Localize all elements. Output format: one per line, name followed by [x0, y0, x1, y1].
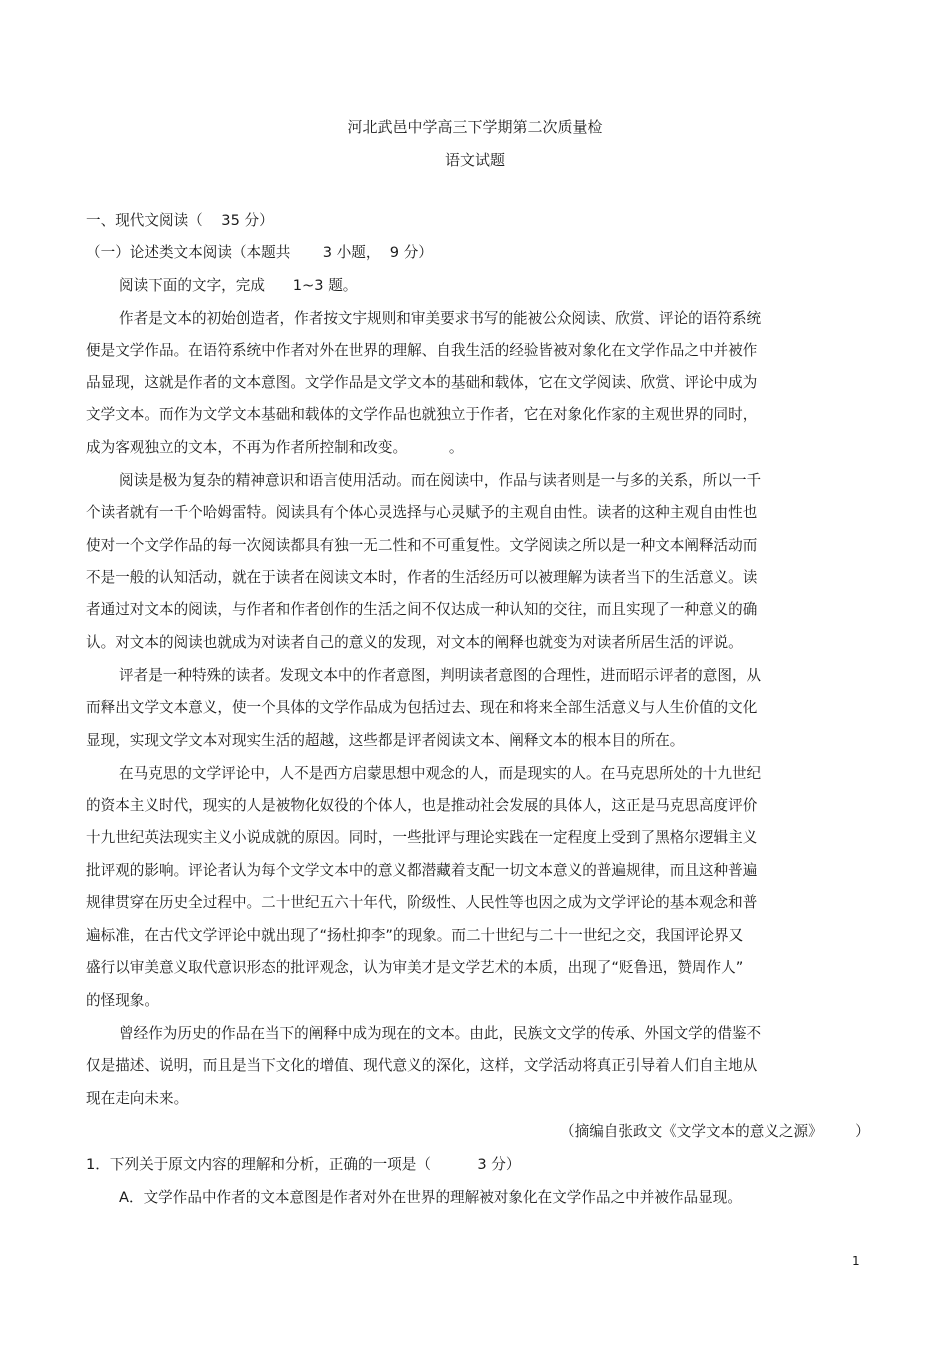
passage-line: 的怪现象。 — [86, 992, 159, 1009]
question-1-option-a: A．文学作品中作者的文本意图是作者对外在世界的理解被对象化在文学作品之中并被作品显现。 — [119, 1189, 742, 1206]
passage-line: 评者是一种特殊的读者。发现文本中的作者意图，判明读者意图的合理性，进而昭示评者的意图，从 — [119, 667, 762, 684]
passage-line: 的资本主义时代，现实的人是被物化奴役的个体人，也是推动社会发展的具体人，这正是马克思高度评价 — [86, 797, 758, 814]
passage-line: 显现，实现文学文本对现实生活的超越，这些都是评者阅读文本、阐释文本的根本目的所在。 — [86, 732, 685, 749]
passage-line: 阅读是极为复杂的精神意识和语言使用活动。而在阅读中，作品与读者则是一与多的关系，所以一千 — [119, 472, 762, 489]
passage-line: 便是文学作品。在语符系统中作者对外在世界的理解、自我生活的经验皆被对象化在文学作品之中并被作 — [86, 342, 758, 359]
title: 河北武邑中学高三下学期第二次质量检 — [347, 118, 603, 136]
passage-line: 规律贯穿在历史全过程中。二十世纪五六十年代，阶级性、人民性等也因之成为文学评论的基本观念和普 — [86, 894, 758, 911]
passage-line: 使对一个文学作品的每一次阅读都具有独一无二性和不可重复性。文学阅读之所以是一种文本阐释活动而 — [86, 537, 758, 554]
passage-line: 仅是描述、说明，而且是当下文化的增值、现代意义的深化，这样，文学活动将真正引导着人们自主地从 — [86, 1057, 758, 1074]
source-citation: （摘编自张政文《文学文本的意义之源》 ） — [560, 1123, 870, 1140]
passage-line: 品显现，这就是作者的文本意图。文学作品是文学文本的基础和载体，它在文学阅读、欣赏、评论中成为 — [86, 374, 758, 391]
passage-line: 不是一般的认知活动，就在于读者在阅读文本时，作者的生活经历可以被理解为读者当下的生活意义。读 — [86, 569, 758, 586]
passage-line: 作者是文本的初始创造者，作者按文宇规则和审美要求书写的能被公众阅读、欣赏、评论的语符系统 — [119, 310, 762, 327]
passage-line: 成为客观独立的文本，不再为作者所控制和改变。 。 — [86, 439, 464, 456]
passage-line: 个读者就有一千个哈姆雷特。阅读具有个体心灵选择与心灵赋予的主观自由性。读者的这种主观自由性也 — [86, 504, 758, 521]
passage-line: 现在走向未来。 — [86, 1090, 189, 1107]
passage-line: 而释出文学文本意义，使一个具体的文学作品成为包括过去、现在和将来全部生活意义与人生价值的文化 — [86, 699, 758, 716]
question-1: 1．下列关于原文内容的理解和分析，正确的一项是（ 3 分） — [86, 1156, 521, 1173]
passage-line: 文学文本。而作为文学文本基础和载体的文学作品也就独立于作者，它在对象化作家的主观世界的同时， — [86, 406, 758, 423]
passage-line: 曾经作为历史的作品在当下的阐释中成为现在的文本。由此，民族文文学的传承、外国文学的借鉴不 — [119, 1025, 762, 1042]
section-heading: 一、现代文阅读（ 35 分） — [86, 212, 274, 229]
passage-line: 在马克思的文学评论中，人不是西方启蒙思想中观念的人，而是现实的人。在马克思所处的十九世纪 — [119, 765, 762, 782]
subtitle: 语文试题 — [444, 151, 505, 169]
subsection-heading: （一）论述类文本阅读（本题共 3 小题， 9 分） — [86, 244, 433, 261]
instruction: 阅读下面的文字，完成 1~3 题。 — [119, 277, 358, 294]
page-number: 1 — [852, 1254, 860, 1268]
passage-line: 批评观的影响。评论者认为每个文学文本中的意义都潜藏着支配一切文本意义的普遍规律，而且这种普遍 — [86, 862, 758, 879]
passage-line: 认。对文本的阅读也就成为对读者自己的意义的发现，对文本的阐释也就变为对读者所居生活的评说。 — [86, 634, 743, 651]
passage-line: 者通过对文本的阅读，与作者和作者创作的生活之间不仅达成一种认知的交往，而且实现了一种意义的确 — [86, 601, 758, 618]
passage-line: 十九世纪英法现实主义小说成就的原因。同时，一些批评与理论实践在一定程度上受到了黑格尔逻辑主义 — [86, 829, 758, 846]
passage-line: 盛行以审美意义取代意识形态的批评观念，认为审美才是文学艺术的本质，出现了“贬鲁迅，赞周作人” — [86, 959, 744, 976]
passage-line: 遍标准，在古代文学评论中就出现了“扬杜抑李”的现象。而二十世纪与二十一世纪之交，我国评论界又 — [86, 927, 744, 944]
